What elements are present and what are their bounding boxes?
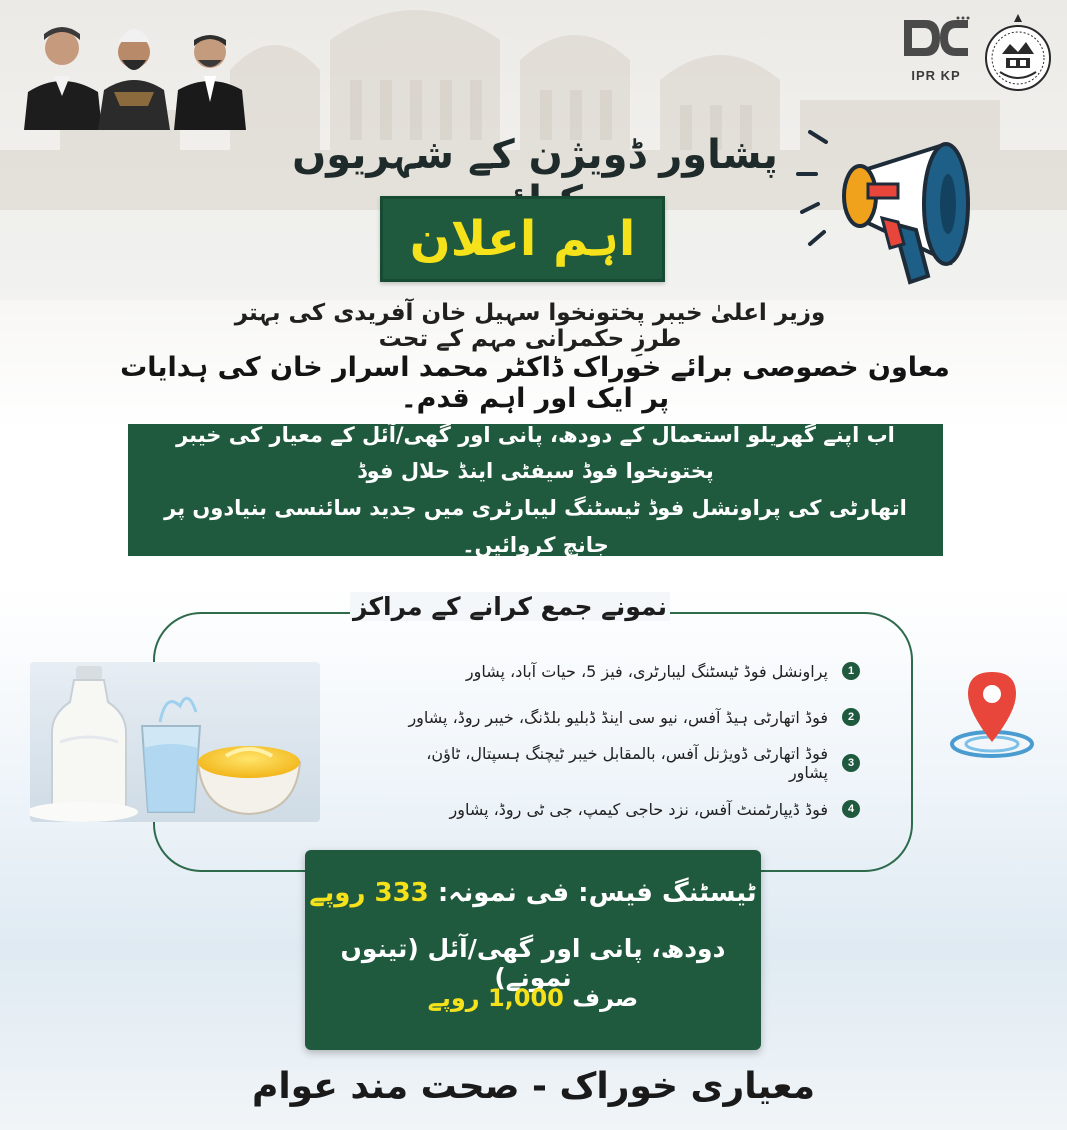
list-number-badge: 4 [842,800,860,818]
list-number-badge: 2 [842,708,860,726]
page-title: پشاور ڈویژن کے شہریوں [292,132,778,178]
announcement-banner-text: اہم اعلان [409,211,636,267]
fee-combo-price-line [305,984,761,1012]
announcement-banner [380,196,665,282]
fee-combo-amount: 1,000 روپے [427,984,564,1012]
kp-government-seal [978,10,1058,100]
center-address: فوڈ اتھارٹی ہیڈ آفس، نیو سی اینڈ ڈبلیو بلڈنگ، خیبر روڈ، پشاور [408,707,828,727]
location-pin-icon [946,666,1038,762]
notice-line-2: اتھارٹی کی پراونشل فوڈ ٹیسٹنگ لیبارٹری میں جدید سائنسی بنیادوں پر جانچ کروائیں۔ [164,496,907,557]
centers-list [400,648,860,832]
center-address: فوڈ اتھارٹی ڈویژنل آفس، بالمقابل خیبر ٹیچنگ ہسپتال، ٹاؤن، پشاور [426,744,828,782]
fee-combo-line: دودھ، پانی اور گھی/آئل (تینوں نمونے) [340,934,726,992]
fee-combo-only-label: صرف [572,984,639,1012]
list-item [400,648,860,694]
list-number-badge: 3 [842,754,860,772]
ipr-kp-logo-icon [902,16,970,64]
notice-box [128,424,943,556]
list-item [400,740,860,786]
ipr-kp-logo-text: IPR KP [911,68,961,83]
fee-per-sample-label: ٹیسٹنگ فیس: فی نمونہ: [437,878,757,908]
fee-per-sample-amount: 333 روپے [309,878,429,908]
list-item [400,694,860,740]
testing-fee-box [305,850,761,1050]
fee-per-sample-line [305,878,761,908]
centers-title: نمونے جمع کرانے کے مراکز [350,592,670,621]
list-number-badge: 1 [842,662,860,680]
intro-line-1: وزیر اعلیٰ خیبر پختونخوا سہیل خان آفریدی کی بہتر طرزِ حکمرانی مہم کے تحت [234,300,826,352]
center-address: فوڈ ڈیپارٹمنٹ آفس، نزد حاجی کیمپ، جی ٹی روڈ، پشاور [449,799,828,819]
ipr-kp-logo [896,16,976,92]
leaders-photo [14,6,250,130]
center-address: پراونشل فوڈ ٹیسٹنگ لیبارٹری، فیز 5، حیات آباد، پشاور [465,661,828,681]
footer-slogan: معیاری خوراک - صحت مند عوام [251,1066,816,1107]
intro-line-2: معاون خصوصی برائے خوراک ڈاکٹر محمد اسرار خان کی ہدایات پر ایک اور اہم قدم۔ [120,352,950,414]
megaphone-icon [790,112,990,292]
list-item [400,786,860,832]
milk-water-ghee-image [30,662,320,822]
notice-line-1: اب اپنے گھریلو استعمال کے دودھ، پانی اور گھی/آئل کے معیار کی خیبر پختونخوا فوڈ سیفٹی اینڈ حلال فوڈ [176,422,895,484]
